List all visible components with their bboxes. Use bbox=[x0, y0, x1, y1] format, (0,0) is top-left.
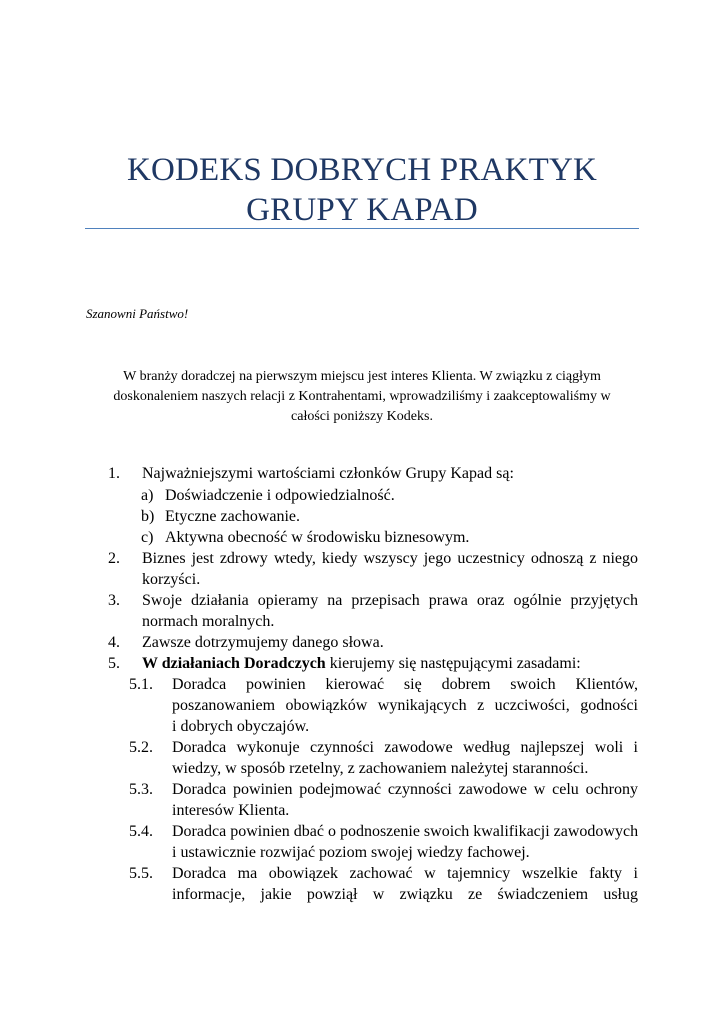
item-5-text bbox=[142, 653, 581, 674]
intro-line-1: W branży doradczej na pierwszym miejscu jest interes Klienta. W związku z ciągłym bbox=[123, 369, 601, 384]
item-5-5-line-2: informacje, jakie powziął w związku ze świadczeniem usług bbox=[172, 886, 638, 903]
item-5-4-line-1: Doradca powinien dbać o podnoszenie swoich kwalifikacji zawodowych bbox=[172, 823, 639, 840]
title-line-1: KODEKS DOBRYCH PRAKTYK bbox=[126, 152, 598, 188]
item-5-1-number: 5.1. bbox=[129, 676, 153, 693]
item-5-1-line-1: Doradca powinien kierować się dobrem swoich Klientów, bbox=[172, 676, 638, 693]
item-4-text: Zawsze dotrzymujemy danego słowa. bbox=[142, 634, 384, 651]
item-1-number: 1. bbox=[108, 465, 120, 482]
item-5-1-line-2: poszanowaniem obowiązków wynikających z uczciwości, godności bbox=[172, 697, 638, 714]
item-5-2-line-1: Doradca wykonuje czynności zawodowe według najlepszej woli i bbox=[172, 739, 638, 756]
item-5-1-line-3: i dobrych obyczajów. bbox=[172, 718, 310, 735]
intro-line-3: całości poniższy Kodeks. bbox=[291, 409, 433, 424]
item-5-4-number: 5.4. bbox=[129, 823, 153, 840]
item-1a-text: Doświadczenie i odpowiedzialność. bbox=[165, 487, 395, 504]
item-1a-marker: a) bbox=[141, 487, 154, 504]
item-1c-text: Aktywna obecność w środowisku biznesowym. bbox=[165, 529, 470, 546]
item-5-2-number: 5.2. bbox=[129, 739, 153, 756]
item-2-line-1: Biznes jest zdrowy wtedy, kiedy wszyscy jego uczestnicy odnoszą z niego bbox=[142, 550, 638, 567]
item-5-5-number: 5.5. bbox=[129, 865, 153, 882]
item-3-line-1: Swoje działania opieramy na przepisach prawa oraz ogólnie przyjętych bbox=[142, 592, 638, 609]
item-5-2-line-2: wiedzy, w sposób rzetelny, z zachowaniem należytej staranności. bbox=[172, 760, 589, 777]
item-5-5-line-1: Doradca ma obowiązek zachować w tajemnicy wszelkie fakty i bbox=[172, 865, 638, 882]
item-4-number: 4. bbox=[108, 634, 120, 651]
item-5-3-number: 5.3. bbox=[129, 781, 153, 798]
item-3-number: 3. bbox=[108, 592, 120, 609]
title-line-2: GRUPY KAPAD bbox=[246, 192, 478, 228]
greeting: Szanowni Państwo! bbox=[86, 306, 189, 321]
item-1b-text: Etyczne zachowanie. bbox=[165, 508, 301, 525]
item-5-3-line-1: Doradca powinien podejmować czynności zawodowe w celu ochrony bbox=[172, 781, 638, 798]
item-5-rest: kierujemy się następującymi zasadami: bbox=[325, 655, 581, 672]
item-2-number: 2. bbox=[108, 550, 120, 567]
item-5-3-line-2: interesów Klienta. bbox=[172, 802, 290, 819]
intro-line-2: doskonaleniem naszych relacji z Kontrahentami, wprowadziliśmy i zaakceptowaliśmy w bbox=[113, 389, 611, 404]
item-3-line-2: normach moralnych. bbox=[142, 613, 275, 630]
item-5-4-line-2: i ustawicznie rozwijać poziom swojej wiedzy fachowej. bbox=[172, 844, 530, 861]
item-2-line-2: korzyści. bbox=[142, 571, 201, 588]
title-underline bbox=[85, 228, 639, 229]
document-title bbox=[85, 150, 639, 230]
item-5-bold: W działaniach Doradczych bbox=[142, 655, 326, 672]
item-5-number: 5. bbox=[108, 655, 120, 672]
item-1c-marker: c) bbox=[141, 529, 154, 546]
intro-paragraph bbox=[92, 367, 632, 427]
item-1b-marker: b) bbox=[141, 508, 155, 525]
item-1-text: Najważniejszymi wartościami członków Grupy Kapad są: bbox=[142, 465, 514, 482]
